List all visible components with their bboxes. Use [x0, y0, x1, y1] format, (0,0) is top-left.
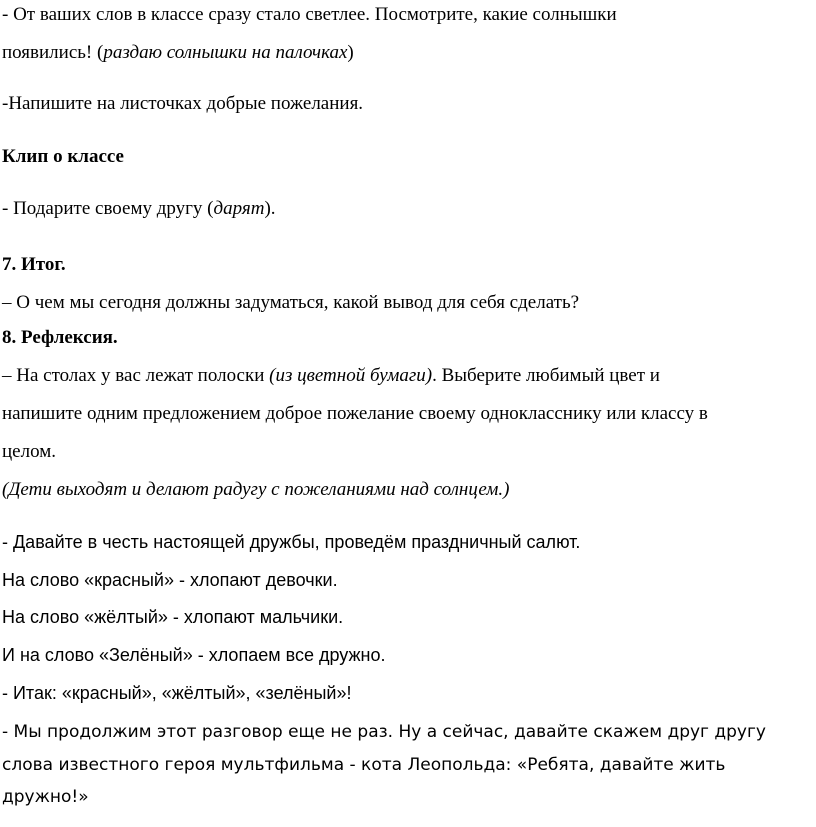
text-span: ) — [347, 42, 354, 63]
paragraph-line-2 — [2, 42, 354, 64]
paragraph-line-19: слова известного героя мультфильма - кота Леопольда: «Ребята, давайте жить — [2, 755, 726, 775]
paragraph-line-7: – О чем мы сегодня должны задуматься, какой вывод для себя сделать? — [2, 292, 580, 313]
paragraph-line-10: напишите одним предложением доброе пожелание своему однокласснику или классу в — [2, 403, 708, 424]
heading-refleksiya: 8. Рефлексия. — [2, 327, 118, 348]
heading-clip: Клип о классе — [2, 146, 124, 167]
paragraph-line-15: На слово «жёлтый» - хлопают мальчики. — [2, 607, 344, 627]
paragraph-line-17: - Итак: «красный», «жёлтый», «зелёный»! — [2, 683, 352, 703]
paragraph-line-11: целом. — [2, 441, 56, 462]
paragraph-line-14: На слово «красный» - хлопают девочки. — [2, 570, 338, 590]
text-span: ). — [264, 198, 276, 219]
paragraph-line-1: - От ваших слов в классе сразу стало светлее. Посмотрите, какие солнышки — [2, 4, 617, 25]
text-span: . Выберите любимый цвет и — [432, 365, 660, 386]
paragraph-line-13: - Давайте в честь настоящей дружбы, проведём праздничный салют. — [2, 532, 581, 552]
paragraph-line-20: дружно!» — [2, 787, 89, 807]
text-span: – На столах у вас лежат полоски — [2, 365, 270, 386]
text-span: появились! ( — [2, 42, 104, 63]
italic-note: (из цветной бумаги) — [269, 365, 433, 386]
italic-note: дарят — [213, 198, 265, 219]
italic-note: раздаю солнышки на палочках — [103, 42, 348, 63]
text-span: - Подарите своему другу ( — [2, 198, 214, 219]
paragraph-line-5 — [2, 198, 276, 220]
paragraph-line-3: -Напишите на листочках добрые пожелания. — [2, 93, 364, 114]
italic-remark: (Дети выходят и делают радугу с пожеланиями над солнцем.) — [2, 479, 510, 500]
paragraph-line-18: - Мы продолжим этот разговор еще не раз. Ну а сейчас, давайте скажем друг другу — [2, 722, 766, 742]
heading-itog: 7. Итог. — [2, 254, 66, 275]
paragraph-line-9 — [2, 365, 660, 387]
paragraph-line-16: И на слово «Зелёный» - хлопаем все дружно. — [2, 645, 386, 665]
